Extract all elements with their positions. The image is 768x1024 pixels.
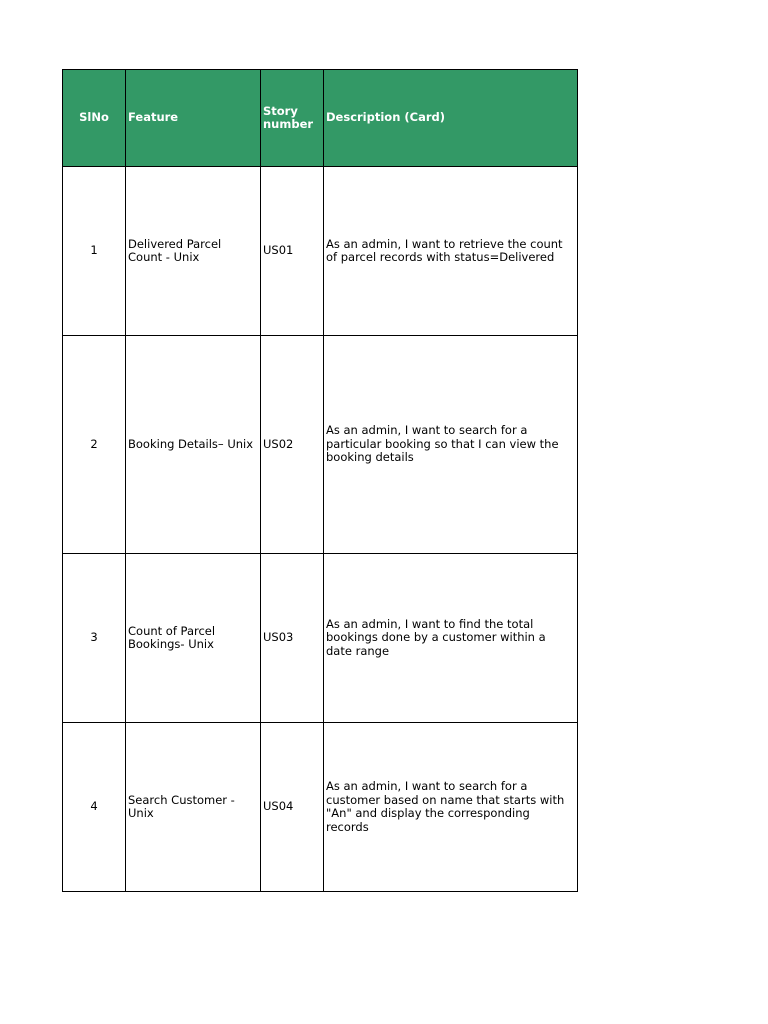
table-body: [63, 167, 578, 892]
table-header: [63, 70, 578, 167]
cell-story-number: US04: [261, 723, 324, 892]
header-feature: Feature: [126, 70, 261, 167]
user-stories-table: [62, 69, 578, 892]
table-row: [63, 167, 578, 336]
cell-slno: 3: [63, 554, 126, 723]
cell-description: As an admin, I want to search for a customer based on name that starts with "An" and display the corresponding records: [324, 723, 578, 892]
table-row: [63, 723, 578, 892]
cell-story-number: US02: [261, 336, 324, 554]
header-row: [63, 70, 578, 167]
cell-feature: Booking Details– Unix: [126, 336, 261, 554]
cell-feature: Delivered Parcel Count - Unix: [126, 167, 261, 336]
cell-feature: Count of Parcel Bookings- Unix: [126, 554, 261, 723]
cell-feature: Search Customer - Unix: [126, 723, 261, 892]
cell-story-number: US03: [261, 554, 324, 723]
header-story-number: Story number: [261, 70, 324, 167]
cell-story-number: US01: [261, 167, 324, 336]
cell-slno: 1: [63, 167, 126, 336]
cell-description: As an admin, I want to retrieve the count of parcel records with status=Delivered: [324, 167, 578, 336]
table-row: [63, 336, 578, 554]
header-description: Description (Card): [324, 70, 578, 167]
cell-slno: 2: [63, 336, 126, 554]
cell-slno: 4: [63, 723, 126, 892]
cell-description: As an admin, I want to search for a particular booking so that I can view the booking details: [324, 336, 578, 554]
header-slno: SlNo: [63, 70, 126, 167]
table-row: [63, 554, 578, 723]
cell-description: As an admin, I want to find the total bookings done by a customer within a date range: [324, 554, 578, 723]
